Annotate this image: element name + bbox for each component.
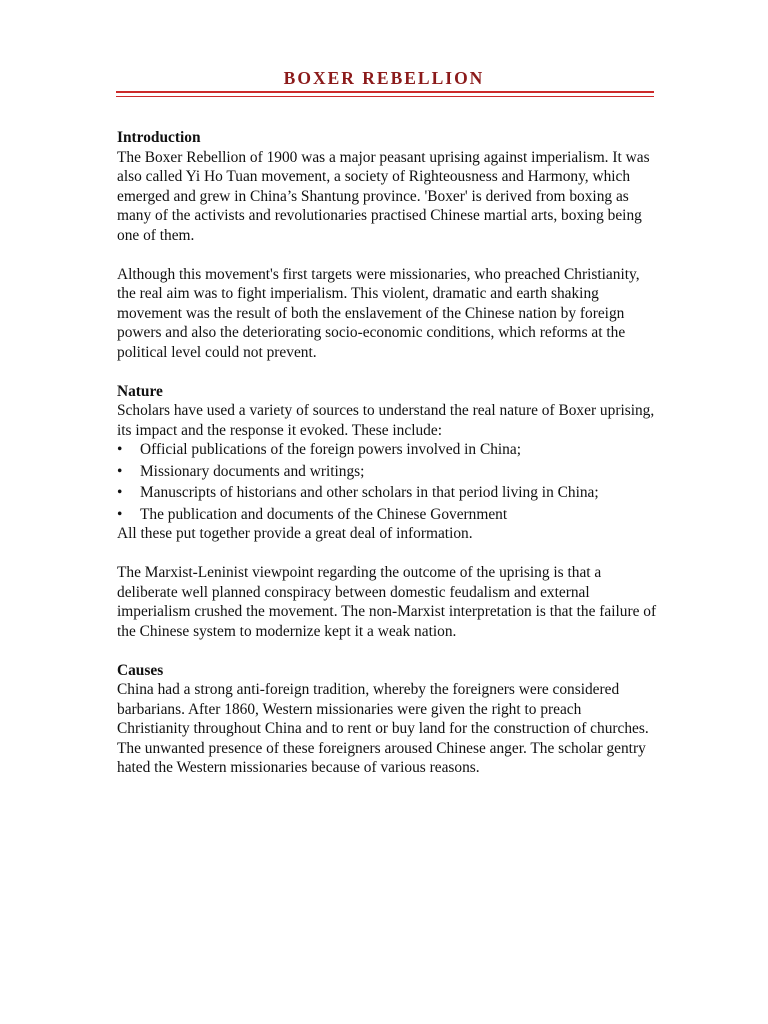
bullet-icon: • [117,484,123,501]
bullet-icon: • [117,441,123,458]
list-item-text: Manuscripts of historians and other scholars in that period living in China; [140,484,599,501]
bullet-icon: • [117,505,123,523]
list-item [117,462,657,482]
list-item [117,440,657,460]
list-item-text: Official publications of the foreign powers involved in China; [140,441,521,458]
section-heading-nature: Nature [117,382,163,400]
nature-paragraph: The Marxist-Leninist viewpoint regarding the outcome of the uprising is that a deliberate well planned conspiracy between domestic feudalism and external imperialism crushed the movement. The non-Marxist interpretation is that the failure of the Chinese system to modernize kept it a weak nation. [117,564,657,640]
causes-paragraph: China had a strong anti-foreign tradition, whereby the foreigners were considered barbarians. After 1860, Western missionaries were given the right to preach Christianity throughout China and to rent or buy land for the construction of churches. The unwanted presence of these foreigners aroused Chinese anger. The scholar gentry hated the Western missionaries because of various reasons. [117,681,649,776]
section-causes [117,661,657,778]
sources-list [117,440,657,524]
list-item-text: Missionary documents and writings; [140,462,365,480]
introduction-paragraph-2: Although this movement's first targets were missionaries, who preached Christianity, the real aim was to fight imperialism. This violent, dramatic and earth shaking movement was the result of both the enslavement of the Chinese nation by foreign powers and also the deteriorating socio-economic conditions, which reforms at the political level could not prevent. [117,265,640,361]
nature-closing: All these put together provide a great deal of information. [117,525,473,542]
list-item [117,483,657,503]
nature-intro: Scholars have used a variety of sources to understand the real nature of Boxer uprising, its impact and the response it evoked. These include: [117,402,655,439]
section-heading-introduction: Introduction [117,129,201,146]
document-body [117,128,657,778]
title-rule-thin [116,96,654,97]
page-title: BOXER REBELLION [283,68,485,88]
section-heading-causes: Causes [117,661,164,679]
section-nature [117,382,657,642]
list-item-text: The publication and documents of the Chinese Government [140,505,508,523]
bullet-icon: • [117,462,123,480]
list-item [117,505,657,525]
introduction-paragraph-1: The Boxer Rebellion of 1900 was a major peasant uprising against imperialism. It was also called Yi Ho Tuan movement, a society of Righteousness and Harmony, which emerged and grew in China’s Shantung province. 'Boxer' is derived from boxing as many of the activists and revolutionaries practised Chinese martial arts, boxing being one of them. [117,148,650,244]
section-introduction [117,128,657,362]
title-rule-thick [116,91,654,93]
